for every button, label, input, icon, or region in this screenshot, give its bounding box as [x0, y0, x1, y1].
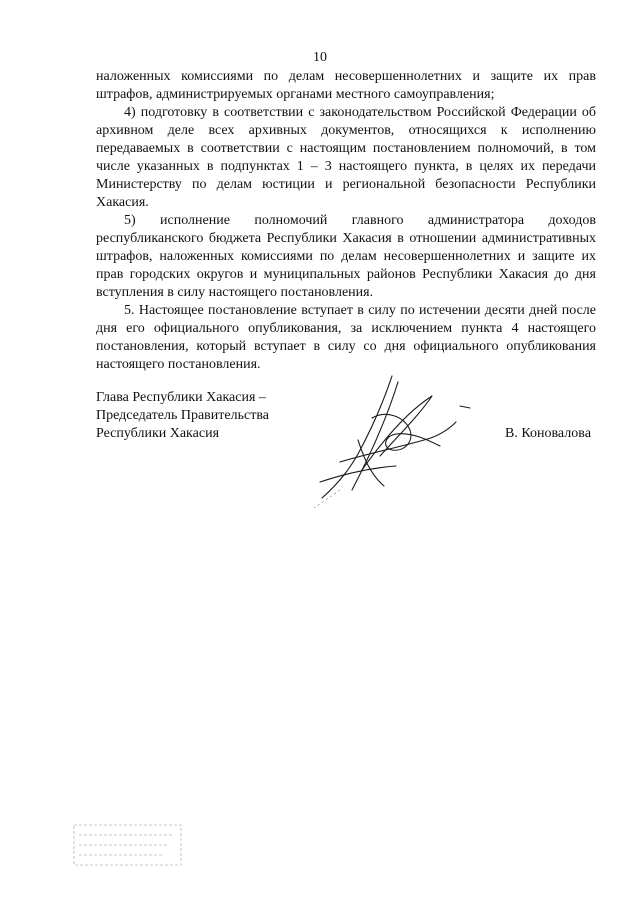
paragraph-continuation: наложенных комиссиями по делам несовершеннолетних и защите их прав штрафов, администрируемых органами местного самоуправления;: [96, 69, 596, 102]
signatory-title-line: Председатель Правительства: [96, 408, 269, 423]
page-number: 10: [313, 50, 327, 65]
paragraph-item-4: 4) подготовку в соответствии с законодательством Российской Федерации об архивном деле всех архивных документов, относящихся к исполнению передаваемых в соответствии с настоящим постановлением полномочий, в том числе указанных в подпунктах 1 – 3 настоящего пункта, в целях их передачи Министерству по делам юстиции и региональной безопасности Республики Хакасия.: [96, 105, 596, 210]
paragraph-point-5: 5. Настоящее постановление вступает в силу по истечении десяти дней после дня его официального опубликования, за исключением пункта 4 настоящего постановления, который вступает в силу со дня официального опубликования настоящего постановления.: [96, 303, 596, 372]
signatory-name: В. Коноваловa: [505, 426, 592, 441]
faint-stamp-icon: [73, 823, 183, 867]
signatory-title: [96, 389, 269, 443]
document-body: [96, 68, 596, 374]
signatory-title-line: Глава Республики Хакасия –: [96, 390, 266, 405]
paragraph-item-5: 5) исполнение полномочий главного администратора доходов республиканского бюджета Республики Хакасия в отношении административных штрафов, наложенных комиссиями по делам несовершеннолетних и защите их прав городских округов и муниципальных районов Республики Хакасия до дня вступления в силу настоящего постановления.: [96, 213, 596, 300]
signatory-title-line: Республики Хакасия: [96, 426, 220, 441]
handwritten-signature-icon: [300, 370, 480, 510]
